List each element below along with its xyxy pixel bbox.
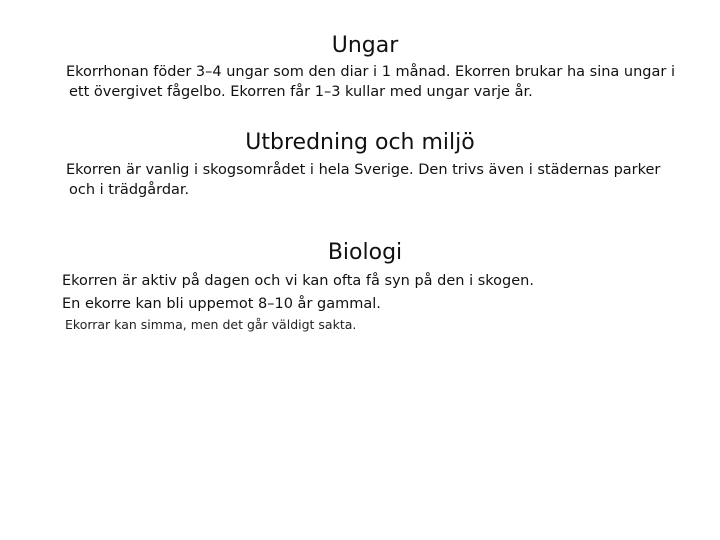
heading-biologi: Biologi bbox=[327, 240, 403, 265]
paragraph-line: Ekorren är aktiv på dagen och vi kan ofta få syn på den i skogen. bbox=[62, 273, 534, 289]
heading-utbredning: Utbredning och miljö bbox=[245, 130, 475, 155]
paragraph-line: Ekorren är vanlig i skogsområdet i hela Sverige. Den trivs även i städernas parker bbox=[66, 162, 661, 178]
paragraph-biologi-note: Ekorrar kan simma, men det går väldigt sakta. bbox=[65, 317, 357, 332]
paragraph-ungar bbox=[66, 62, 675, 102]
paragraph-utbredning bbox=[66, 160, 660, 200]
paragraph-line: och i trädgårdar. bbox=[69, 182, 190, 198]
paragraph-biologi bbox=[62, 270, 534, 316]
heading-ungar: Ungar bbox=[331, 33, 399, 58]
paragraph-line: Ekorrhonan föder 3–4 ungar som den diar i 1 månad. Ekorren brukar ha sina ungar i bbox=[66, 64, 675, 80]
paragraph-line: ett övergivet fågelbo. Ekorren får 1–3 kullar med ungar varje år. bbox=[69, 84, 533, 100]
paragraph-line: En ekorre kan bli uppemot 8–10 år gammal. bbox=[62, 296, 381, 312]
